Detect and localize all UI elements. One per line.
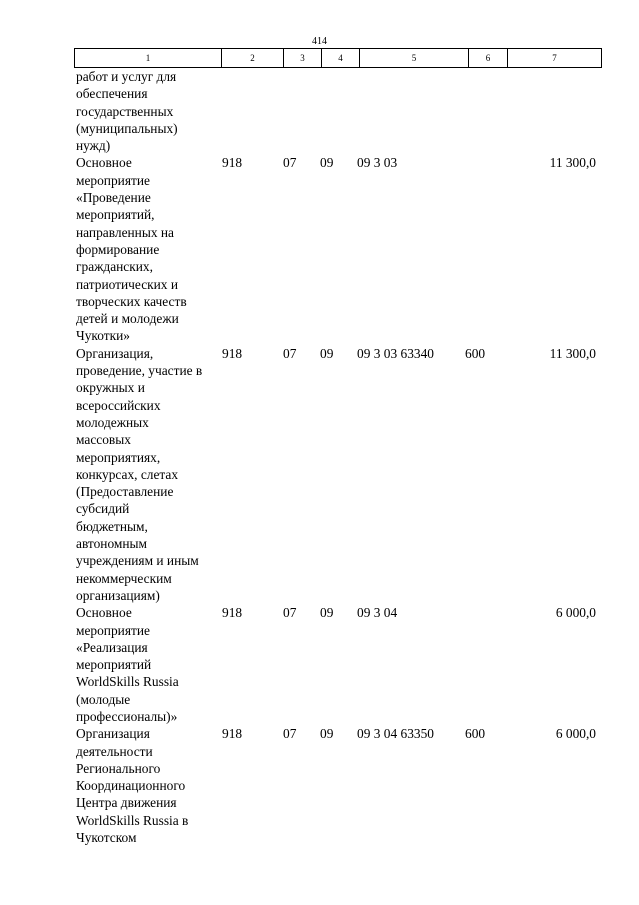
table-row xyxy=(76,154,598,344)
column-header-6: 6 xyxy=(469,49,508,68)
row-csr: 09 3 04 xyxy=(357,605,398,621)
row-sum: 11 300,0 xyxy=(549,345,596,361)
row-csr: 09 3 03 63340 xyxy=(357,345,434,361)
row-podrazdel: 09 xyxy=(320,155,334,171)
column-header-2: 2 xyxy=(222,49,284,68)
row-sum: 6 000,0 xyxy=(555,605,596,621)
row-name: Основное мероприятие «Проведение мероприятий, направленных на формирование гражданских, патриотических и творческих качеств детей и молодежи Чукотки» xyxy=(76,155,187,344)
column-header-7: 7 xyxy=(508,49,602,68)
table-row xyxy=(76,345,598,604)
column-header-1: 1 xyxy=(75,49,222,68)
row-name: Основное мероприятие «Реализация мероприятий WorldSkills Russia (молодые профессионалы)» xyxy=(76,605,179,724)
row-razdel: 07 xyxy=(283,726,297,742)
row-name: Организация деятельности Регионального Координационного Центра движения WorldSkills Russia в Чукотском xyxy=(76,726,189,846)
row-razdel: 07 xyxy=(283,345,297,361)
row-vr: 600 xyxy=(465,726,486,742)
row-razdel: 07 xyxy=(283,605,297,621)
row-csr: 09 3 04 63350 xyxy=(357,726,434,742)
budget-table-body xyxy=(76,68,598,846)
row-grbs: 918 xyxy=(222,345,243,361)
column-header-3: 3 xyxy=(284,49,322,68)
row-name: Организация, проведение, участие в окружных и всероссийских молодежных массовых мероприятиях, конкурсах, слетах (Предоставление субсидий бюджетным, автономным учреждениям и иным некоммерческим организациям) xyxy=(76,345,203,603)
row-razdel: 07 xyxy=(283,155,297,171)
row-grbs: 918 xyxy=(222,605,243,621)
row-sum: 11 300,0 xyxy=(549,155,596,171)
row-sum: 6 000,0 xyxy=(555,726,596,742)
row-podrazdel: 09 xyxy=(320,345,334,361)
table-row xyxy=(76,68,598,154)
table-row xyxy=(76,604,598,725)
row-vr: 600 xyxy=(465,345,486,361)
table-row xyxy=(76,725,598,846)
row-name: работ и услуг для обеспечения государственных (муниципальных) нужд) xyxy=(76,69,178,154)
column-number-header xyxy=(74,48,602,68)
row-csr: 09 3 03 xyxy=(357,155,398,171)
row-grbs: 918 xyxy=(222,155,243,171)
row-podrazdel: 09 xyxy=(320,605,334,621)
page-number: 414 xyxy=(312,36,327,47)
row-podrazdel: 09 xyxy=(320,726,334,742)
row-grbs: 918 xyxy=(222,726,243,742)
column-header-4: 4 xyxy=(322,49,360,68)
column-header-5: 5 xyxy=(360,49,469,68)
